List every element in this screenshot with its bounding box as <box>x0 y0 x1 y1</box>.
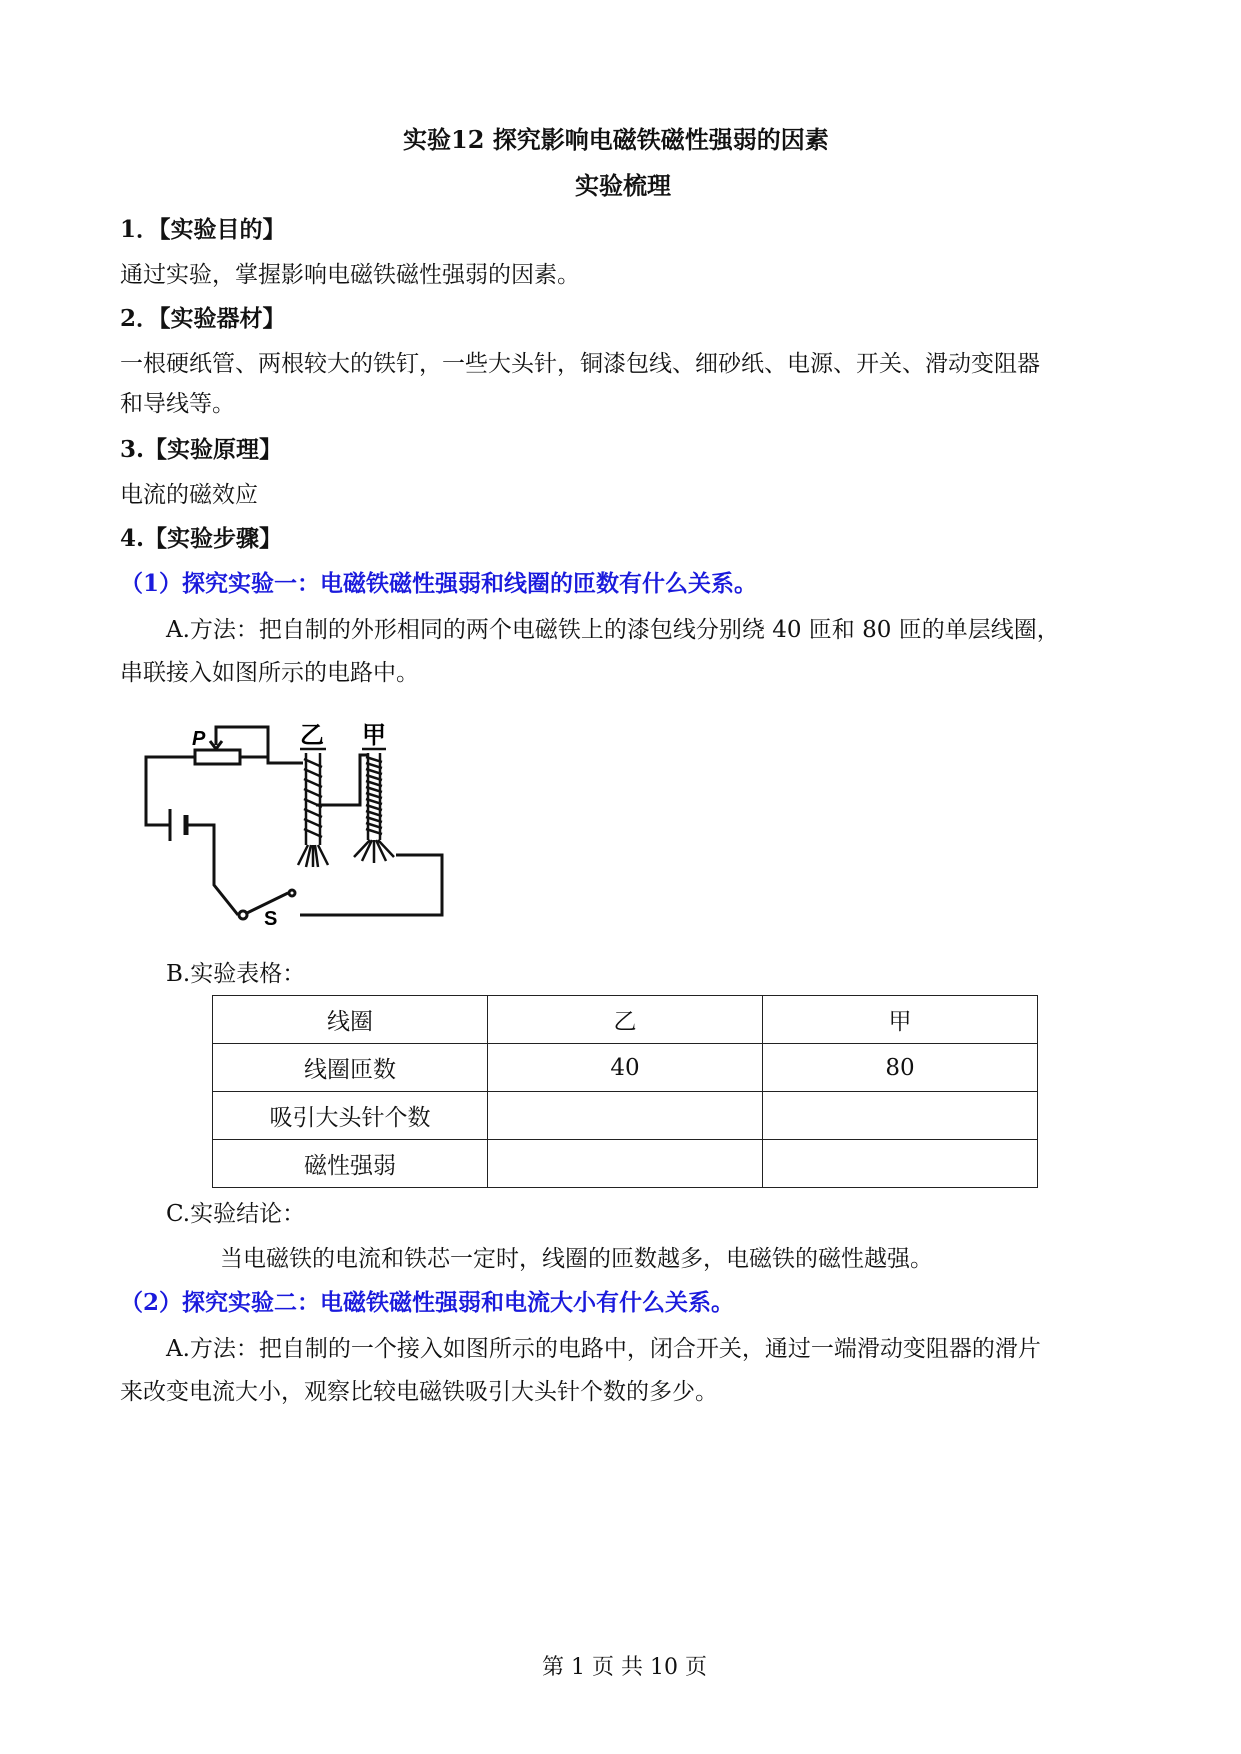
table-row <box>213 1044 1038 1092</box>
exp1-title: （1）探究实验一：电磁铁磁性强弱和线圈的匝数有什么关系。 <box>120 570 758 597</box>
circuit-diagram <box>140 715 460 930</box>
exp1-conclusion-label: C.实验结论： <box>166 1201 306 1227</box>
table-cell <box>762 1092 1037 1140</box>
section-heading-principle: 3.【实验原理】 <box>120 436 283 463</box>
section-heading-steps: 4.【实验步骤】 <box>120 525 283 552</box>
section-text-equipment-line2: 和导线等。 <box>120 391 235 417</box>
coil-yi-label: 乙 <box>300 722 324 749</box>
coil-jia-label: 甲 <box>362 722 386 749</box>
section-heading-purpose: 1．【实验目的】 <box>120 216 286 243</box>
table-cell: 甲 <box>762 996 1037 1044</box>
table-cell: 吸引大头针个数 <box>213 1092 488 1140</box>
section-text-principle: 电流的磁效应 <box>120 482 258 508</box>
exp2-method-line2: 来改变电流大小，观察比较电磁铁吸引大头针个数的多少。 <box>120 1379 718 1405</box>
exp1-method-line1: A.方法：把自制的外形相同的两个电磁铁上的漆包线分别绕 40 匝和 80 匝的单层线圈， <box>166 617 1060 643</box>
exp1-table-label: B.实验表格： <box>166 961 306 987</box>
table-row <box>213 1140 1038 1188</box>
section-text-purpose: 通过实验，掌握影响电磁铁磁性强弱的因素。 <box>120 262 580 288</box>
exp1-method-line2: 串联接入如图所示的电路中。 <box>120 660 419 686</box>
table-cell: 80 <box>762 1044 1037 1092</box>
table-cell: 线圈 <box>213 996 488 1044</box>
exp2-title: （2）探究实验二：电磁铁磁性强弱和电流大小有什么关系。 <box>120 1289 735 1316</box>
table-row <box>213 996 1038 1044</box>
exp1-conclusion: 当电磁铁的电流和铁芯一定时，线圈的匝数越多，电磁铁的磁性越强。 <box>220 1246 933 1272</box>
switch-label: S <box>264 908 278 930</box>
table-cell: 乙 <box>487 996 762 1044</box>
table-cell <box>487 1092 762 1140</box>
section-heading-equipment: 2．【实验器材】 <box>120 305 286 332</box>
table-cell: 线圈匝数 <box>213 1044 488 1092</box>
table-row <box>213 1092 1038 1140</box>
table-cell <box>762 1140 1037 1188</box>
rheostat-label: P <box>192 728 206 750</box>
table-cell: 磁性强弱 <box>213 1140 488 1188</box>
page-footer: 第 1 页 共 10 页 <box>542 1655 707 1680</box>
exp2-method-line1: A.方法：把自制的一个接入如图所示的电路中，闭合开关，通过一端滑动变阻器的滑片 <box>166 1336 1041 1362</box>
page-title: 实验12 探究影响电磁铁磁性强弱的因素 <box>403 125 829 154</box>
section-text-equipment-line1: 一根硬纸管、两根较大的铁钉，一些大头针，铜漆包线、细砂纸、电源、开关、滑动变阻器 <box>120 351 1040 377</box>
table-cell: 40 <box>487 1044 762 1092</box>
experiment-table <box>212 995 1038 1188</box>
page-subtitle: 实验梳理 <box>575 171 671 200</box>
table-cell <box>487 1140 762 1188</box>
